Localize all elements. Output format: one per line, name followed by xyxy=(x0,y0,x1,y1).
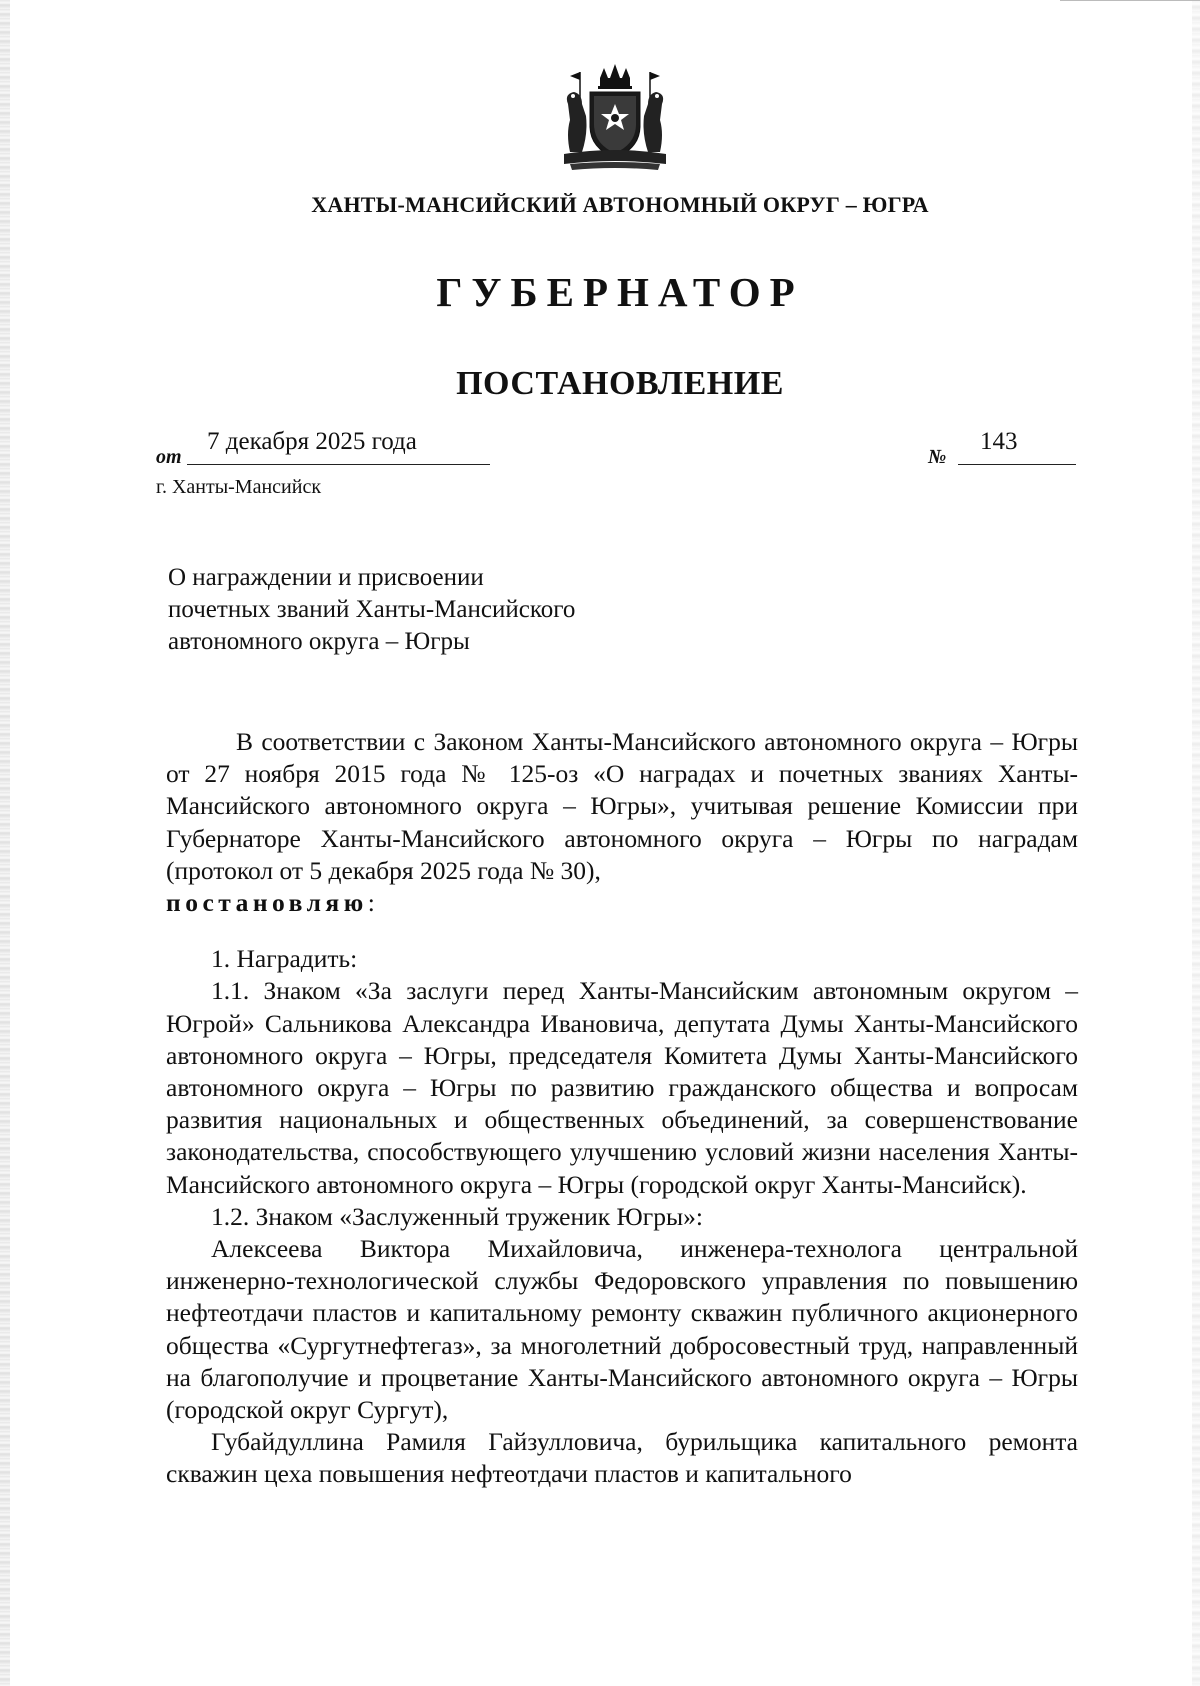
scan-edge-left xyxy=(0,0,10,1686)
date-field xyxy=(187,428,490,465)
subject-line: автономного округа – Югры xyxy=(168,628,470,655)
subject-line: О награждении и присвоении xyxy=(168,564,484,591)
scan-edge-top xyxy=(1060,0,1200,1)
document-subject xyxy=(168,562,575,658)
subject-line: почетных званий Ханты-Мансийского xyxy=(168,596,576,623)
city: г. Ханты-Мансийск xyxy=(156,476,322,498)
date-label: от xyxy=(156,446,182,468)
item-1-2: 1.2. Знаком «Заслуженный труженик Югры»: xyxy=(211,1201,703,1231)
resolve-colon: : xyxy=(367,888,375,918)
preamble-text: В соответствии с Законом Ханты-Мансийского автономного округа – Югры от 27 ноября 2015 года № 125-оз «О наградах и почетных званиях Ханты-Мансийского автономного округа – Югры», учитывая решение Комиссии при Губернаторе Ханты-Мансийского автономного округа – Югры по наградам (протокол от 5 декабря 2025 года № 30), xyxy=(166,727,1078,885)
awardee-paragraph: Губайдуллина Рамиля Гайзулловича, бурильщика капитального ремонта скважин цеха повышения нефтеотдачи пластов и капитального xyxy=(166,1427,1078,1489)
number-value: 143 xyxy=(980,428,1018,455)
scan-edge-right xyxy=(1192,0,1200,1686)
item-1-1: 1.1. Знаком «За заслуги перед Ханты-Мансийским автономным округом – Югрой» Сальникова Александра Ивановича, депутата Думы Ханты-Мансийского автономного округа – Югры, председателя Комитета Думы Ханты-Мансийского автономного округа – Югры по развитию гражданского общества и вопросам развития национальных и общественных объединений, за совершенствование законодательства, способствующего улучшению условий жизни населения Ханты-Мансийского автономного округа – Югры (городской округ Ханты-Мансийск). xyxy=(166,976,1078,1199)
document-body xyxy=(166,726,1078,1491)
number-field xyxy=(958,428,1076,465)
item-1: 1. Наградить: xyxy=(211,944,358,974)
date-value: 7 декабря 2025 года xyxy=(207,428,417,455)
paragraph-gap xyxy=(166,919,1078,943)
resolve-word: постановляю xyxy=(166,888,368,918)
number-label: № xyxy=(928,446,947,468)
coat-of-arms-icon xyxy=(560,64,670,174)
awardee-paragraph: Алексеева Виктора Михайловича, инженера-технолога центральной инженерно-технологической службы Федоровского управления по повышению нефтеотдачи пластов и капитальному ремонту скважин публичного акционерного общества «Сургутнефтегаз», за многолетний добросовестный труд, направленный на благополучие и процветание Ханты-Мансийского автономного округа – Югры (городской округ Сургут), xyxy=(166,1234,1078,1425)
issuer-title: ГУБЕРНАТОР xyxy=(436,269,804,315)
document-type: ПОСТАНОВЛЕНИЕ xyxy=(456,365,784,402)
preamble-paragraph xyxy=(166,726,1078,919)
region-name: ХАНТЫ-МАНСИЙСКИЙ АВТОНОМНЫЙ ОКРУГ – ЮГРА xyxy=(311,192,929,217)
